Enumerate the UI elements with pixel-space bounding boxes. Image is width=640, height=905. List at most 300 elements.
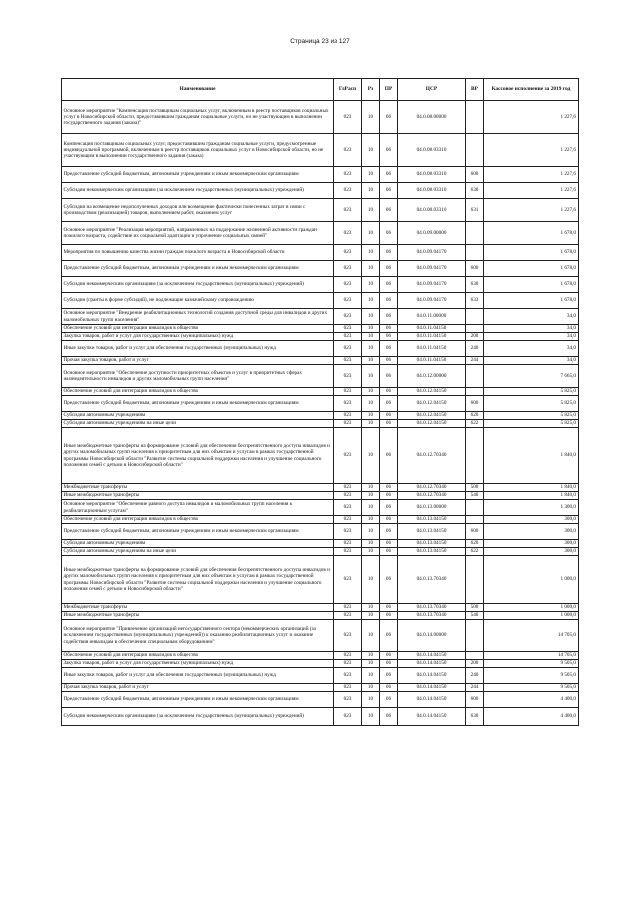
cell-csr: 04.0.13.00000 [398,500,466,516]
cell-sum: 300,0 [484,516,579,524]
cell-pr: 06 [380,396,398,412]
cell-csr: 04.0.14.04150 [398,668,466,684]
cell-rz: 10 [362,612,380,620]
table-row [62,684,579,692]
cell-vr: 630 [466,183,484,199]
cell-name: Предоставление субсидий бюджетным, автономным учреждениям и иным некоммерческим организациям [62,692,334,708]
cell-vr: 630 [466,708,484,726]
col-header-sum: Кассовое исполнение за 2019 год [484,79,579,101]
table-row [62,484,579,492]
cell-grp: 023 [334,277,362,293]
table-row [62,516,579,524]
table-row [62,325,579,333]
cell-vr: 620 [466,412,484,420]
cell-name: Иные межбюджетные трансферты [62,612,334,620]
table-row [62,556,579,604]
col-header-rz: Рз [362,79,380,101]
cell-pr: 06 [380,660,398,668]
table-row [62,524,579,540]
cell-rz: 10 [362,604,380,612]
cell-sum: 34,0 [484,333,579,341]
cell-sum: 1 000,0 [484,612,579,620]
cell-grp: 023 [334,245,362,261]
cell-rz: 10 [362,183,380,199]
cell-pr: 06 [380,620,398,652]
cell-vr: 631 [466,199,484,222]
table-row [62,604,579,612]
cell-csr: 04.0.11.04150 [398,325,466,333]
cell-pr: 06 [380,428,398,484]
cell-grp: 023 [334,341,362,357]
cell-name: Компенсация поставщикам социальных услуг, предоставившим гражданам социальные услуги, предусмотренные индивидуальной программой, включенным в реестр поставщиков социальных услуг в Новосибирской области, но не участвующим в выполнении государственного задания (заказа) [62,134,334,167]
cell-grp: 023 [334,396,362,412]
cell-grp: 023 [334,660,362,668]
cell-name: Предоставление субсидий бюджетным, автономным учреждениям и иным некоммерческим организациям [62,524,334,540]
table-row [62,540,579,548]
cell-sum: 9 505,0 [484,684,579,692]
cell-vr [466,428,484,484]
table-row [62,708,579,726]
cell-sum: 1 678,0 [484,222,579,245]
cell-vr: 500 [466,484,484,492]
cell-sum: 1 678,0 [484,245,579,261]
cell-name: Основное мероприятие "Компенсация поставщикам социальных услуг, включенным в реестр поставщиков социальных услуг в Новосибирской области, предоставившим гражданам социальные услуги, но не участвующим в выполнении государственного задания (заказа)" [62,101,334,134]
cell-rz: 10 [362,199,380,222]
cell-name: Предоставление субсидий бюджетным, автономным учреждениям и иным некоммерческим организациям [62,396,334,412]
cell-name: Прочая закупка товаров, работ и услуг [62,684,334,692]
cell-vr: 600 [466,524,484,540]
table-body [62,101,579,726]
col-header-vr: ВР [466,79,484,101]
cell-grp: 023 [334,183,362,199]
cell-grp: 023 [334,492,362,500]
cell-grp: 023 [334,604,362,612]
cell-csr: 04.0.08.00000 [398,101,466,134]
cell-vr: 200 [466,333,484,341]
cell-csr: 04.0.14.00000 [398,620,466,652]
cell-sum: 5 825,0 [484,412,579,420]
cell-rz: 10 [362,556,380,604]
cell-sum: 34,0 [484,357,579,365]
cell-name: Иные межбюджетные трансферты на формирование условий для обеспечения беспрепятственного доступа инвалидов и других маломобильных групп населения к приоритетным для них объектам и услугам в рамках государственной программы Новосибирской области "Развитие системы социальной поддержки населения и улучшение социального положения семей с детьми в Новосибирской области" [62,556,334,604]
cell-grp: 023 [334,412,362,420]
cell-vr: 633 [466,293,484,309]
cell-name: Иные закупки товаров, работ и услуг для обеспечения государственных (муниципальных) нужд [62,341,334,357]
cell-csr: 04.0.12.00000 [398,365,466,388]
budget-table [61,78,579,726]
cell-pr: 06 [380,134,398,167]
cell-grp: 023 [334,556,362,604]
cell-csr: 04.0.08.03310 [398,134,466,167]
cell-grp: 023 [334,167,362,183]
cell-rz: 10 [362,357,380,365]
cell-name: Иные межбюджетные трансферты на формирование условий для обеспечения беспрепятственного доступа инвалидов и других маломобильных групп населения к приоритетным для них объектам и услугам в рамках государственной программы Новосибирской области "Развитие системы социальной поддержки населения и улучшение социального положения семей с детьми в Новосибирской области" [62,428,334,484]
cell-csr: 04.0.12.04150 [398,388,466,396]
table-row [62,692,579,708]
cell-rz: 10 [362,708,380,726]
cell-pr: 06 [380,668,398,684]
cell-pr: 06 [380,245,398,261]
cell-rz: 10 [362,692,380,708]
cell-vr: 540 [466,612,484,620]
table-row [62,396,579,412]
cell-pr: 06 [380,556,398,604]
cell-vr [466,309,484,325]
cell-vr [466,388,484,396]
cell-vr: 600 [466,396,484,412]
cell-sum: 1 678,0 [484,293,579,309]
cell-rz: 10 [362,428,380,484]
table-row [62,199,579,222]
cell-vr: 600 [466,167,484,183]
cell-vr [466,365,484,388]
cell-vr [466,134,484,167]
cell-name: Основное мероприятие "Обеспечение равного доступа инвалидов и маломобильных групп населения к реабилитационным услугам" [62,500,334,516]
cell-pr: 06 [380,199,398,222]
table-row [62,293,579,309]
cell-csr: 04.0.14.04150 [398,660,466,668]
cell-grp: 023 [334,101,362,134]
cell-csr: 04.0.11.04150 [398,341,466,357]
col-header-name: Наименование [62,79,334,101]
cell-sum: 7 665,0 [484,365,579,388]
cell-name: Иные межбюджетные трансферты [62,492,334,500]
cell-pr: 06 [380,357,398,365]
cell-vr [466,325,484,333]
cell-sum: 300,0 [484,548,579,556]
cell-pr: 06 [380,341,398,357]
cell-vr: 622 [466,548,484,556]
cell-vr: 244 [466,357,484,365]
cell-grp: 023 [334,708,362,726]
cell-pr: 06 [380,388,398,396]
cell-sum: 14 705,0 [484,652,579,660]
cell-grp: 023 [334,420,362,428]
cell-csr: 04.0.09.04170 [398,277,466,293]
cell-name: Прочая закупка товаров, работ и услуг [62,357,334,365]
cell-grp: 023 [334,540,362,548]
cell-name: Субсидии автономным учреждениям на иные цели [62,548,334,556]
cell-csr: 04.0.09.04170 [398,245,466,261]
cell-name: Межбюджетные трансферты [62,484,334,492]
cell-pr: 06 [380,516,398,524]
cell-sum: 1 678,0 [484,261,579,277]
cell-rz: 10 [362,222,380,245]
cell-rz: 10 [362,365,380,388]
table-row [62,134,579,167]
cell-pr: 06 [380,708,398,726]
cell-pr: 06 [380,420,398,428]
cell-rz: 10 [362,396,380,412]
cell-pr: 06 [380,309,398,325]
cell-pr: 06 [380,101,398,134]
cell-vr [466,556,484,604]
cell-vr [466,516,484,524]
cell-name: Обеспечение условий для интеграции инвалидов в общество [62,388,334,396]
cell-sum: 4 400,0 [484,708,579,726]
table-row [62,388,579,396]
cell-csr: 04.0.08.03310 [398,199,466,222]
cell-grp: 023 [334,484,362,492]
cell-rz: 10 [362,540,380,548]
cell-rz: 10 [362,277,380,293]
table-row [62,261,579,277]
cell-vr: 500 [466,604,484,612]
cell-rz: 10 [362,660,380,668]
cell-grp: 023 [334,333,362,341]
table-row [62,333,579,341]
cell-vr: 240 [466,668,484,684]
table-row [62,341,579,357]
cell-sum: 1 227,6 [484,101,579,134]
cell-grp: 023 [334,357,362,365]
table-row [62,612,579,620]
cell-csr: 04.0.12.70340 [398,492,466,500]
cell-sum: 1 227,6 [484,183,579,199]
cell-grp: 023 [334,524,362,540]
cell-pr: 06 [380,540,398,548]
cell-grp: 023 [334,325,362,333]
cell-pr: 06 [380,183,398,199]
col-header-pr: ПР [380,79,398,101]
table-row [62,660,579,668]
cell-name: Субсидии автономным учреждениям [62,412,334,420]
cell-name: Субсидии некоммерческим организациям (за исключением государственных (муниципальных) учреждений) [62,708,334,726]
cell-sum: 5 825,0 [484,420,579,428]
cell-csr: 04.0.13.04150 [398,548,466,556]
table-row [62,222,579,245]
table-row [62,365,579,388]
cell-vr: 600 [466,261,484,277]
cell-grp: 023 [334,620,362,652]
cell-pr: 06 [380,612,398,620]
cell-pr: 06 [380,365,398,388]
cell-grp: 023 [334,222,362,245]
cell-sum: 34,0 [484,309,579,325]
cell-pr: 06 [380,500,398,516]
cell-sum: 300,0 [484,524,579,540]
cell-vr [466,500,484,516]
cell-name: Основное мероприятие "Внедрение реабилитационных технологий создания доступной среды для инвалидов и других маломобильных групп населения" [62,309,334,325]
cell-name: Субсидии некоммерческим организациям (за исключением государственных (муниципальных) учреждений) [62,183,334,199]
cell-grp: 023 [334,684,362,692]
cell-rz: 10 [362,516,380,524]
cell-grp: 023 [334,428,362,484]
cell-name: Основное мероприятие "Привлечение организаций негосударственного сектора (некоммерческих организаций (за исключением государственных (муниципальных) учреждений)) к оказанию реабилитационных услуг и оказание содействия инвалидам в обеспечении специальным оборудованием" [62,620,334,652]
cell-csr: 04.0.08.03310 [398,183,466,199]
cell-rz: 10 [362,652,380,660]
cell-sum: 4 400,0 [484,692,579,708]
cell-pr: 06 [380,692,398,708]
table-row [62,652,579,660]
table-row [62,620,579,652]
cell-csr: 04.0.13.04150 [398,524,466,540]
cell-sum: 1 840,0 [484,492,579,500]
cell-rz: 10 [362,492,380,500]
cell-csr: 04.0.14.04150 [398,652,466,660]
cell-pr: 06 [380,222,398,245]
table-row [62,428,579,484]
cell-pr: 06 [380,333,398,341]
cell-vr: 244 [466,684,484,692]
cell-csr: 04.0.11.00000 [398,309,466,325]
cell-csr: 04.0.12.04150 [398,420,466,428]
cell-rz: 10 [362,261,380,277]
cell-rz: 10 [362,620,380,652]
cell-rz: 10 [362,668,380,684]
cell-grp: 023 [334,652,362,660]
cell-rz: 10 [362,500,380,516]
cell-rz: 10 [362,388,380,396]
cell-grp: 023 [334,199,362,222]
cell-pr: 06 [380,684,398,692]
cell-name: Предоставление субсидий бюджетным, автономным учреждениям и иным некоммерческим организациям [62,167,334,183]
cell-csr: 04.0.09.00000 [398,222,466,245]
cell-pr: 06 [380,604,398,612]
cell-rz: 10 [362,325,380,333]
cell-grp: 023 [334,365,362,388]
cell-pr: 06 [380,261,398,277]
cell-pr: 06 [380,293,398,309]
cell-sum: 1 840,0 [484,484,579,492]
cell-pr: 06 [380,548,398,556]
cell-rz: 10 [362,245,380,261]
cell-sum: 300,0 [484,540,579,548]
table-row [62,167,579,183]
cell-sum: 34,0 [484,341,579,357]
cell-vr: 240 [466,341,484,357]
cell-vr: 600 [466,692,484,708]
cell-rz: 10 [362,293,380,309]
cell-vr: 622 [466,420,484,428]
cell-csr: 04.0.13.70340 [398,556,466,604]
cell-pr: 06 [380,412,398,420]
cell-rz: 10 [362,484,380,492]
cell-sum: 1 227,6 [484,134,579,167]
cell-sum: 5 825,0 [484,388,579,396]
cell-vr [466,620,484,652]
cell-grp: 023 [334,692,362,708]
table-row [62,101,579,134]
cell-rz: 10 [362,524,380,540]
cell-vr [466,222,484,245]
cell-grp: 023 [334,668,362,684]
table-row [62,548,579,556]
cell-vr: 540 [466,492,484,500]
table-row [62,309,579,325]
cell-csr: 04.0.13.70340 [398,612,466,620]
cell-grp: 023 [334,261,362,277]
cell-sum: 5 825,0 [484,396,579,412]
col-header-csr: ЦСР [398,79,466,101]
cell-vr: 630 [466,277,484,293]
cell-pr: 06 [380,277,398,293]
cell-rz: 10 [362,309,380,325]
cell-csr: 04.0.14.04150 [398,684,466,692]
table-row [62,357,579,365]
cell-csr: 04.0.13.04150 [398,516,466,524]
cell-vr [466,652,484,660]
cell-csr: 04.0.13.04150 [398,540,466,548]
cell-csr: 04.0.12.04150 [398,396,466,412]
table-row [62,500,579,516]
cell-name: Мероприятия по повышению качества жизни граждан пожилого возраста в Новосибирской области [62,245,334,261]
cell-name: Субсидии на возмещение недополученных доходов или возмещение фактически понесенных затрат в связи с производством (реализацией) товаров, выполнением работ, оказанием услуг [62,199,334,222]
col-header-grp: ГлРасп [334,79,362,101]
table-row [62,183,579,199]
cell-rz: 10 [362,684,380,692]
cell-sum: 1 000,0 [484,556,579,604]
cell-csr: 04.0.11.04150 [398,333,466,341]
cell-sum: 1 300,0 [484,500,579,516]
cell-name: Основное мероприятие "Обеспечение доступности приоритетных объектов и услуг в приоритетных сферах жизнедеятельности инвалидов и других маломобильных групп населения" [62,365,334,388]
cell-sum: 1 840,0 [484,428,579,484]
page-number-label: Страница 23 из 127 [290,38,350,45]
cell-rz: 10 [362,420,380,428]
cell-sum: 34,0 [484,325,579,333]
cell-name: Межбюджетные трансферты [62,604,334,612]
cell-rz: 10 [362,134,380,167]
cell-grp: 023 [334,548,362,556]
cell-grp: 023 [334,388,362,396]
cell-vr [466,245,484,261]
cell-grp: 023 [334,612,362,620]
cell-sum: 1 678,0 [484,277,579,293]
cell-vr: 200 [466,660,484,668]
cell-csr: 04.0.09.04170 [398,261,466,277]
cell-sum: 1 000,0 [484,604,579,612]
cell-rz: 10 [362,101,380,134]
cell-sum: 1 227,6 [484,199,579,222]
cell-pr: 06 [380,325,398,333]
cell-sum: 9 505,0 [484,660,579,668]
cell-csr: 04.0.09.04170 [398,293,466,309]
cell-csr: 04.0.08.03310 [398,167,466,183]
cell-grp: 023 [334,293,362,309]
cell-pr: 06 [380,492,398,500]
cell-sum: 1 227,6 [484,167,579,183]
cell-rz: 10 [362,167,380,183]
cell-vr [466,101,484,134]
cell-csr: 04.0.13.70340 [398,604,466,612]
cell-vr: 620 [466,540,484,548]
cell-csr: 04.0.12.70340 [398,484,466,492]
cell-name: Закупка товаров, работ и услуг для государственных (муниципальных) нужд [62,333,334,341]
cell-pr: 06 [380,167,398,183]
table-row [62,420,579,428]
cell-sum: 14 705,0 [484,620,579,652]
cell-name: Обеспечение условий для интеграции инвалидов в общество [62,652,334,660]
cell-name: Субсидии (гранты в форме субсидий), не подлежащие казначейскому сопровождению [62,293,334,309]
cell-name: Субсидии автономным учреждениям [62,540,334,548]
cell-name: Закупка товаров, работ и услуг для государственных (муниципальных) нужд [62,660,334,668]
cell-csr: 04.0.12.70340 [398,428,466,484]
cell-rz: 10 [362,333,380,341]
cell-csr: 04.0.11.04150 [398,357,466,365]
cell-name: Субсидии некоммерческим организациям (за исключением государственных (муниципальных) учреждений) [62,277,334,293]
cell-sum: 9 505,0 [484,668,579,684]
cell-pr: 06 [380,524,398,540]
cell-name: Обеспечение условий для интеграции инвалидов в общество [62,516,334,524]
cell-name: Иные закупки товаров, работ и услуг для обеспечения государственных (муниципальных) нужд [62,668,334,684]
cell-csr: 04.0.14.04150 [398,708,466,726]
table-row [62,492,579,500]
cell-rz: 10 [362,341,380,357]
cell-csr: 04.0.12.04150 [398,412,466,420]
table-row [62,277,579,293]
cell-pr: 06 [380,484,398,492]
cell-name: Предоставление субсидий бюджетным, автономным учреждениям и иным некоммерческим организациям [62,261,334,277]
